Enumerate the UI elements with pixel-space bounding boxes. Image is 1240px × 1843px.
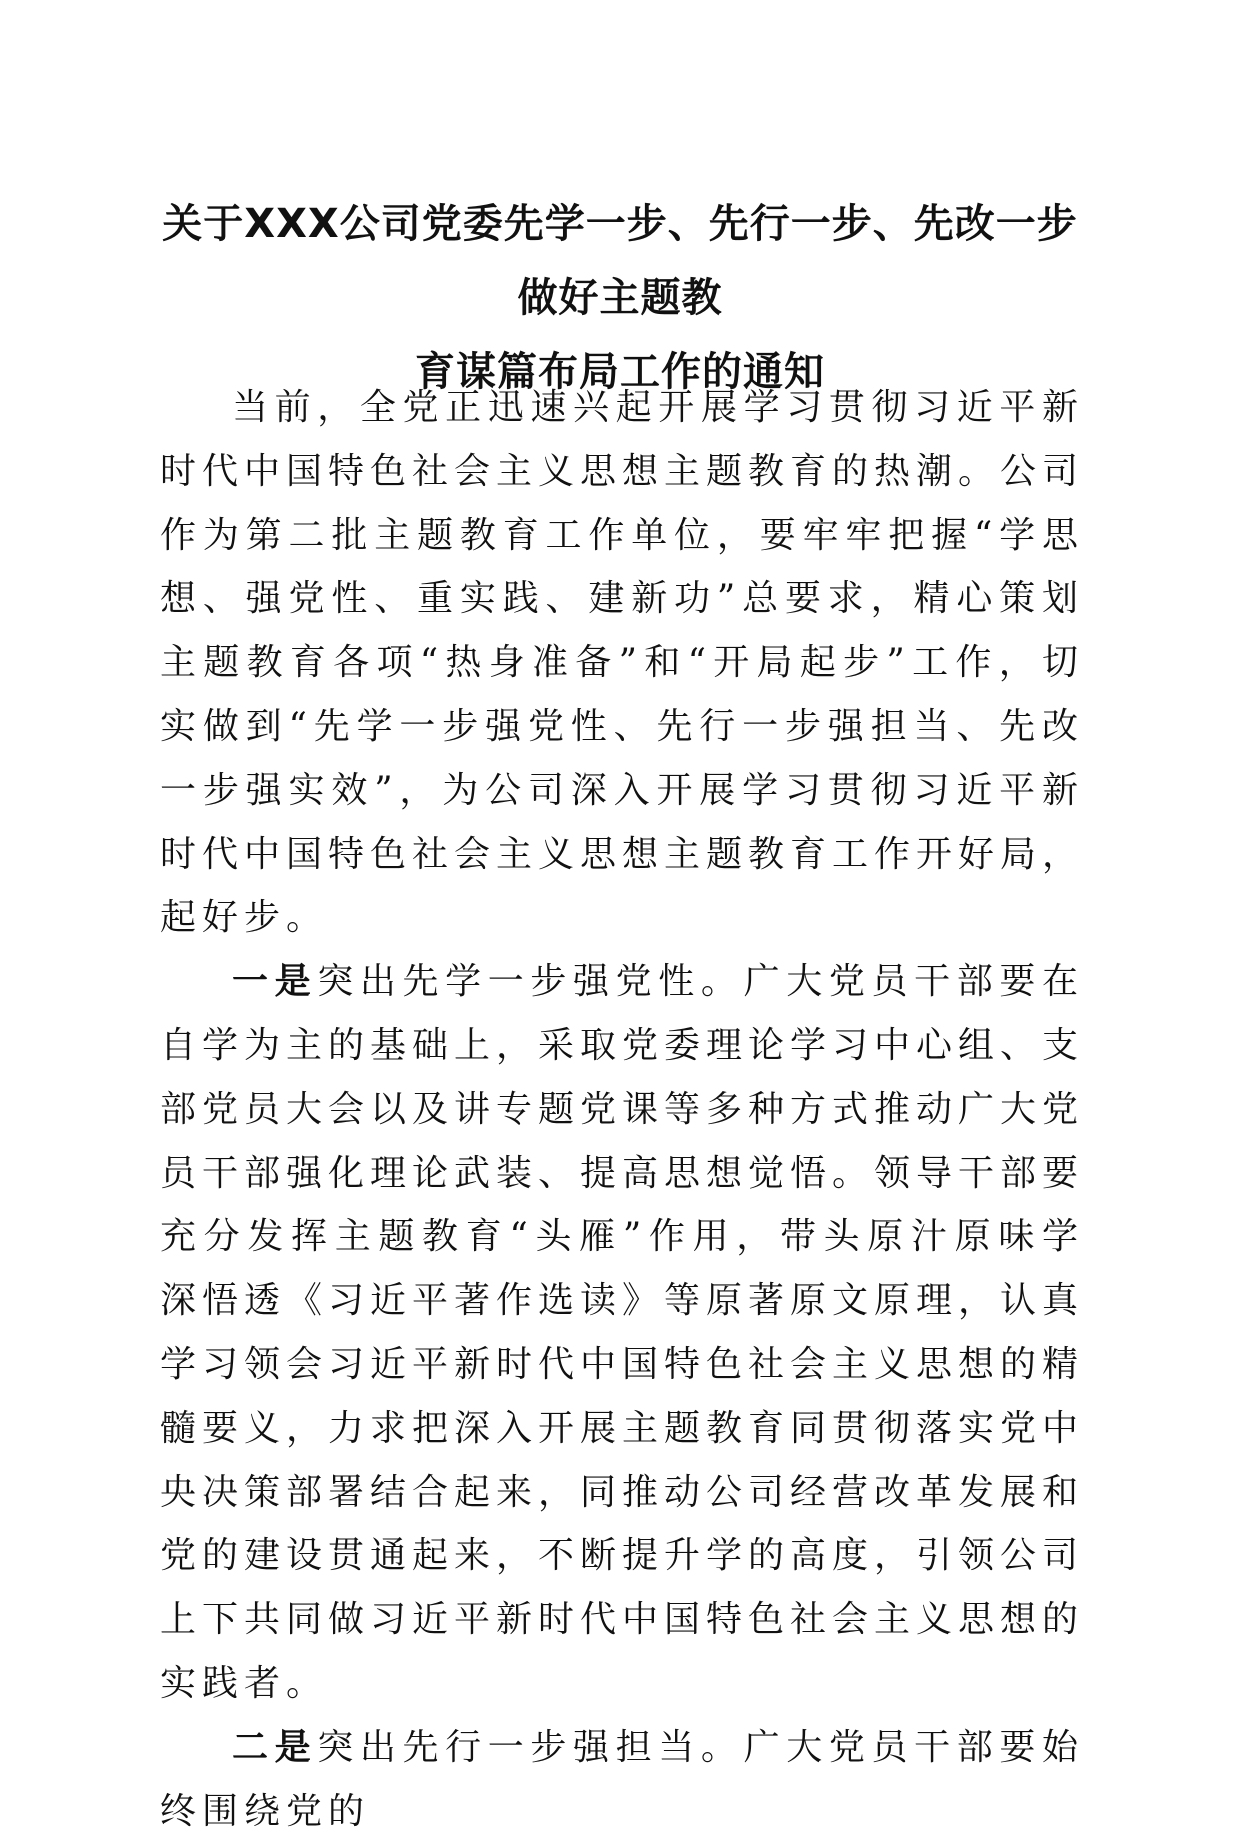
paragraph-point-1-lead: 一是 [232, 961, 318, 1003]
paragraph-point-2-lead: 二是 [232, 1726, 318, 1768]
title-line-2: 育谋篇布局工作的通知 [415, 349, 825, 395]
paragraph-intro [160, 376, 1084, 950]
document-body [160, 376, 1084, 1843]
paragraph-point-1 [160, 950, 1084, 1716]
paragraph-intro-text: 当前，全党正迅速兴起开展学习贯彻习近平新时代中国特色社会主义思想主题教育的热潮。公司作为第二批主题教育工作单位，要牢牢把握“学思想、强党性、重实践、建新功”总要求，精心策划主题教育各项“热身准备”和“开局起步”工作，切实做到“先学一步强党性、先行一步强担当、先改一步强实效”，为公司深入开展学习贯彻习近平新时代中国特色社会主义思想主题教育工作开好局，起好步。 [160, 387, 1085, 939]
paragraph-point-2 [160, 1716, 1084, 1843]
title-line-1: 关于XXX公司党委先学一步、先行一步、先改一步做好主题教 [162, 201, 1078, 321]
paragraph-point-1-text: 突出先学一步强党性。广大党员干部要在自学为主的基础上，采取党委理论学习中心组、支部党员大会以及讲专题党课等多种方式推动广大党员干部强化理论武装、提高思想觉悟。领导干部要充分发挥主题教育“头雁”作用，带头原汁原味学深悟透《习近平著作选读》等原著原文原理，认真学习领会习近平新时代中国特色社会主义思想的精髓要义，力求把深入开展主题教育同贯彻落实党中央决策部署结合起来，同推动公司经营改革发展和党的建设贯通起来，不断提升学的高度，引领公司上下共同做习近平新时代中国特色社会主义思想的实践者。 [160, 961, 1085, 1704]
paragraph-point-2-text: 突出先行一步强担当。广大党员干部要始终围绕党的 [160, 1726, 1084, 1832]
